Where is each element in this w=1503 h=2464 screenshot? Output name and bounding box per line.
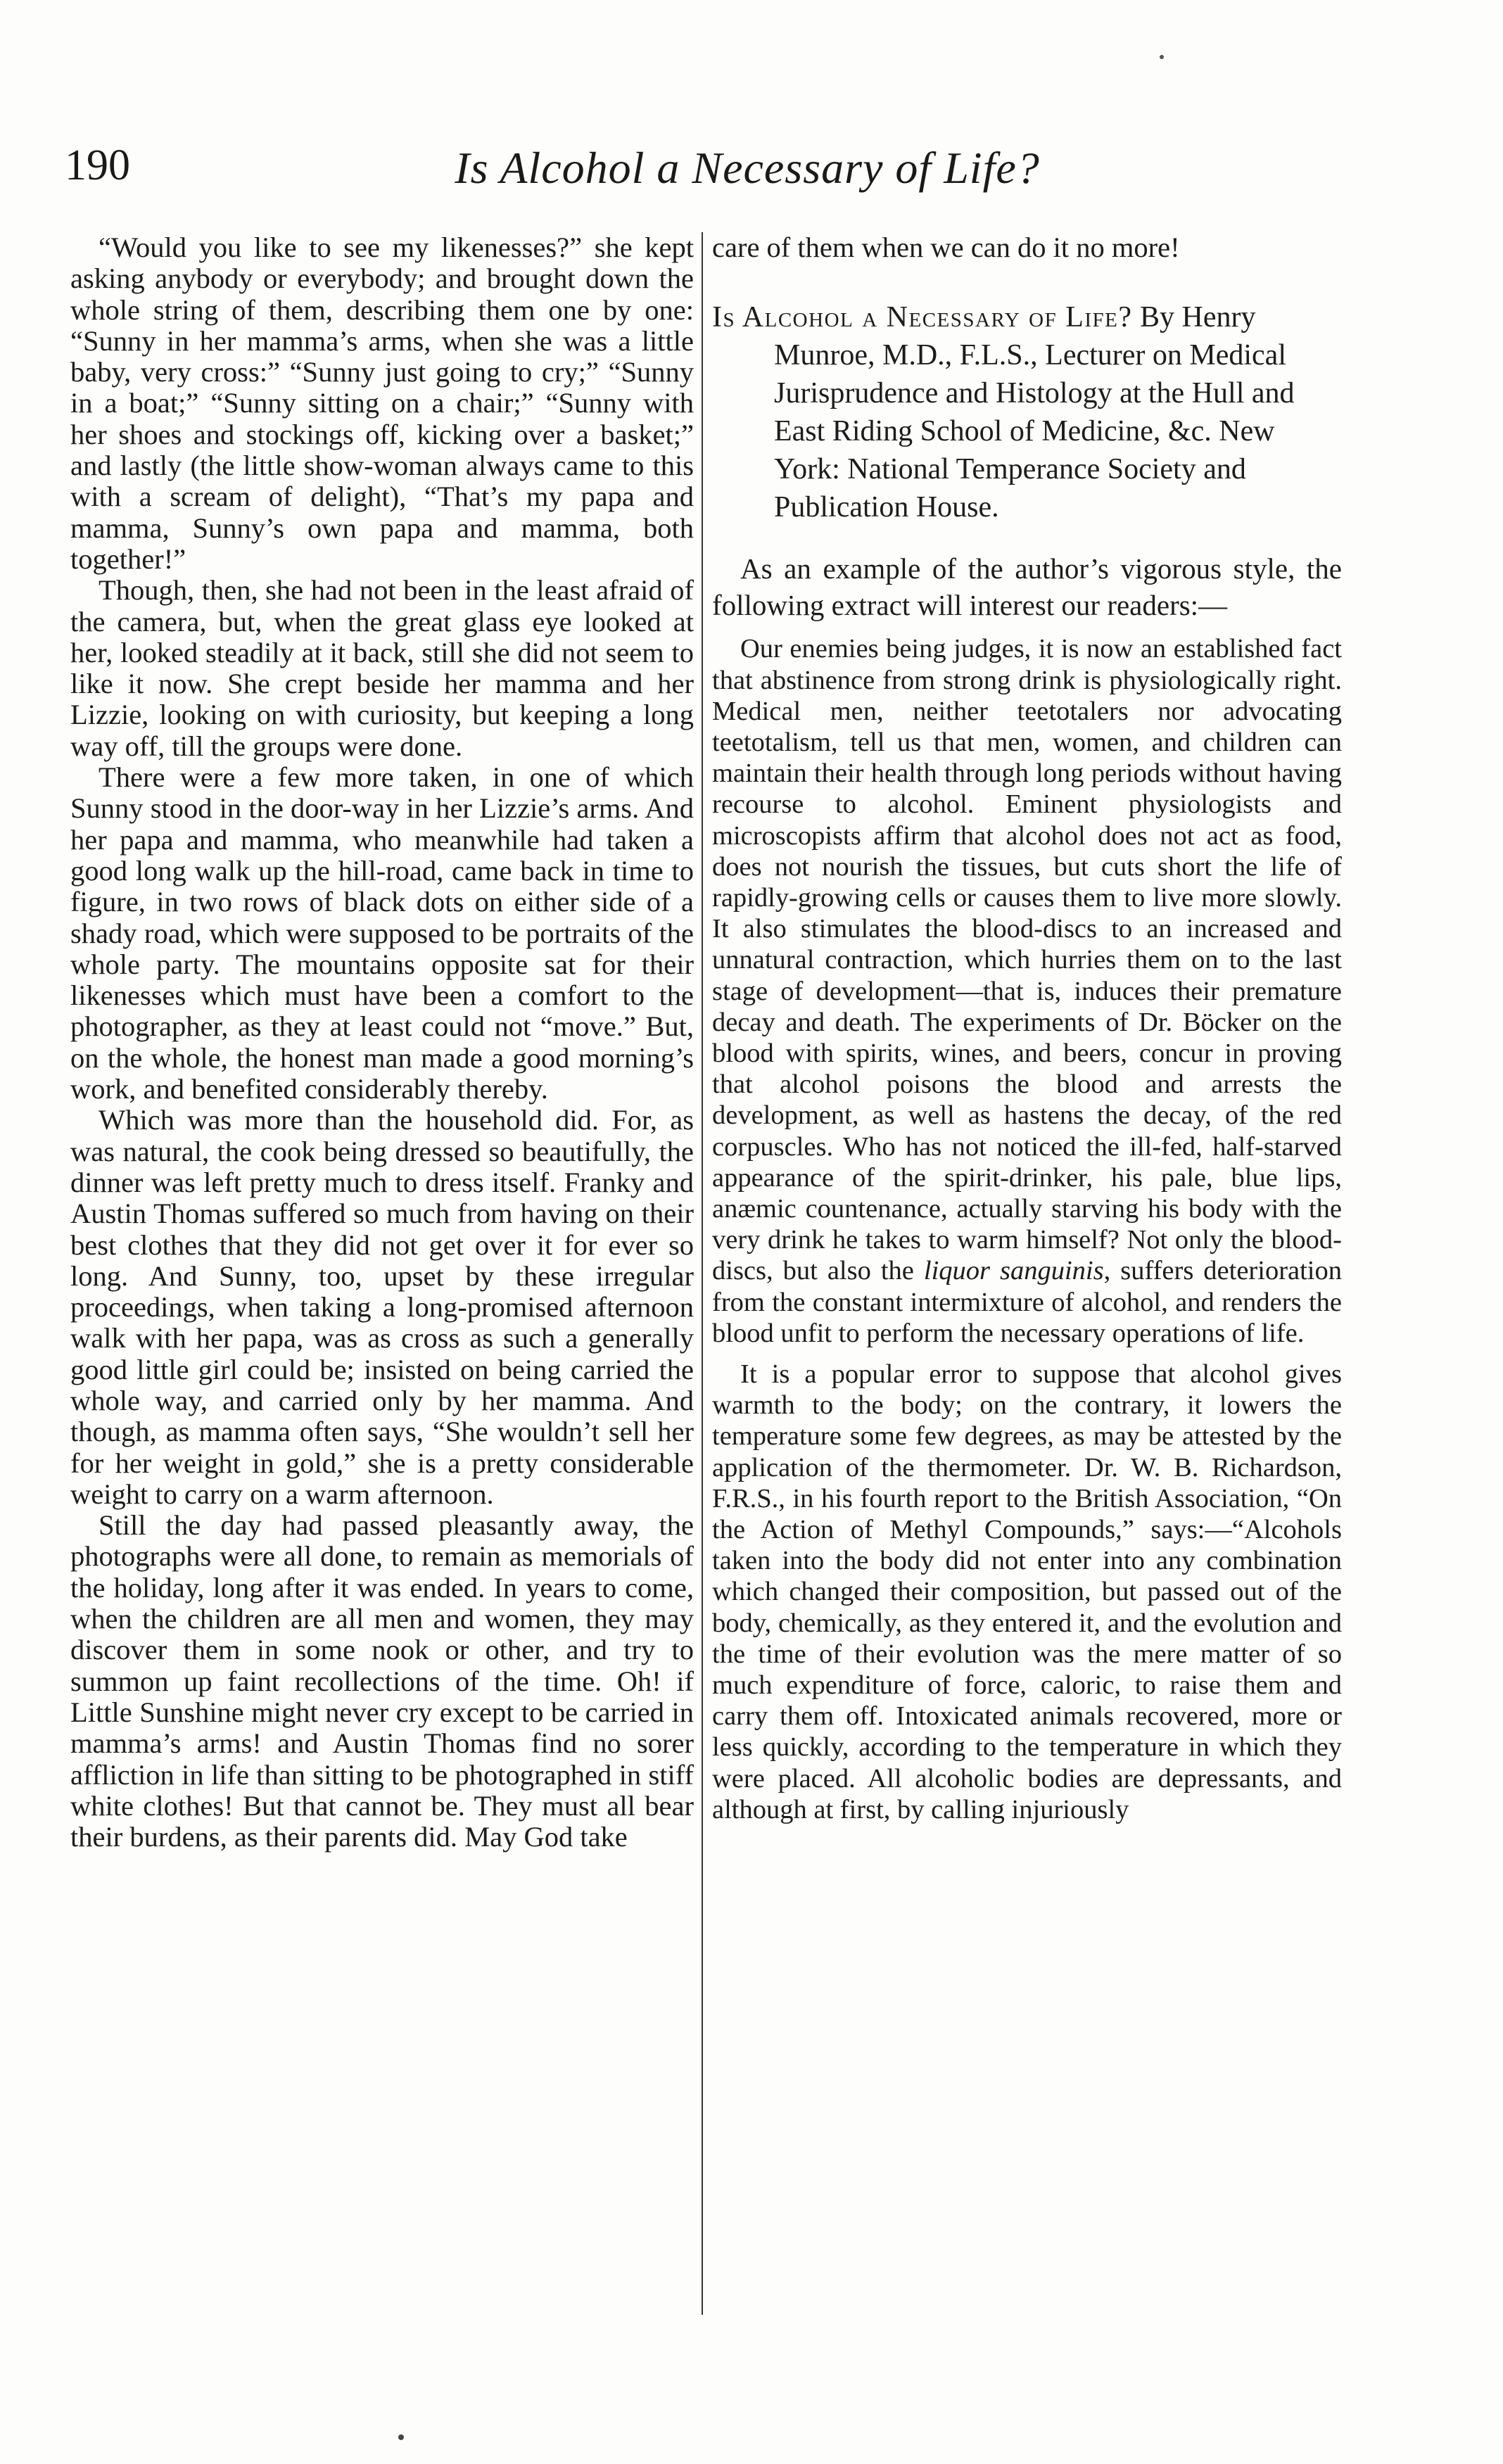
paragraph: Still the day had passed pleasantly away, the photographs were all done, to remain as memorials of the holiday, long after it was ended. In years to come, when the children are all men and women, they may discover them in some nook or other, and try to summon up faint recollections of the time. Oh! if Little Sunshine might never cry except to be carried in mamma’s arms! and Austin Thomas find no sorer affliction in life than sitting to be photographed in stiff white clothes! But that cannot be. They must all bear their burdens, as their parents did. May God take	[70, 1509, 694, 1853]
extract-text: Our enemies being judges, it is now an established fact that abstinence from strong drink is physiologically right. Medical men, neither teetotalers nor advocating teetotalism, tell us that men, women, and children can maintain their health through long periods without having recourse to alcohol. Eminent physiologists and microscopists affirm that alcohol does not act as food, does not nourish the tissues, but cuts short the life of rapidly-growing cells or causes them to live more slowly. It also stimulates the blood-discs to an increased and unnatural contraction, which hurries them on to the last stage of development—that is, induces their premature decay and death. The experiments of Dr. Böcker on the blood with spirits, wines, and beers, concur in proving that alcohol poisons the blood and arrests the development, as well as hastens the decay, of the red corpuscles. Who has not noticed the ill-fed, half-starved appearance of the spirit-drinker, his pale, blue lips, anæmic countenance, actually starving his body with the very drink he takes to warm himself? Not only the blood-discs, but also the	[712, 634, 1342, 1286]
review-heading	[712, 298, 1342, 526]
paragraph: Which was more than the household did. For, as was natural, the cook being dressed so beautifully, the dinner was left pretty much to dress itself. Franky and Austin Thomas suffered so much from having on their best clothes that they did not get over it for ever so long. And Sunny, too, upset by these irregular proceedings, when taking a long-promised afternoon walk with her papa, was as cross as such a generally good little girl could be; insisted on being carried the whole way, and carried only by her mamma. And though, as mamma often says, “She wouldn’t sell her for her weight in gold,” she is a pretty considerable weight to carry on a warm afternoon.	[70, 1104, 694, 1510]
page-header	[65, 141, 1430, 218]
extract-paragraph	[712, 633, 1342, 1349]
review-citation: By Henry Munroe, M.D., F.L.S., Lecturer on Medical Jurisprudence and Histology at the Hull and East Riding School of Medicine, &c. New York: National Temperance Society and Publication House.	[774, 301, 1295, 524]
ink-speck	[398, 2434, 404, 2440]
review-title: Is Alcohol a Necessary of Life?	[712, 301, 1133, 334]
left-column	[70, 232, 694, 2315]
paragraph: Though, then, she had not been in the least afraid of the camera, but, when the great glass eye looked at her, looked steadily at it back, still she did not seem to like it now. She crept beside her mamma and her Lizzie, looking on with curiosity, but keeping a long way off, till the groups were done.	[70, 574, 694, 762]
column-rule	[702, 232, 703, 2315]
running-title: Is Alcohol a Necessary of Life?	[455, 143, 1040, 193]
latin-term: liquor sanguinis	[923, 1256, 1104, 1286]
extract-paragraph: It is a popular error to suppose that alcohol gives warmth to the body; on the contrary, it lowers the temperature some few degrees, as may be attested by the application of the thermometer. Dr. W. B. Richardson, F.R.S., in his fourth report to the British Association, “On the Action of Methyl Compounds,” says:—“Alcohols taken into the body did not enter into any combination which changed their composition, but passed out of the body, chemically, as they entered it, and the evolution and the time of their evolution was the mere matter of so much expenditure of force, caloric, to raise them and carry them off. Intoxicated animals recovered, more or less quickly, according to the temperature in which they were placed. All alcoholic bodies are depressants, and although at first, by calling injuriously	[712, 1359, 1342, 1824]
paragraph: There were a few more taken, in one of which Sunny stood in the door-way in her Lizzie’s arms. And her papa and mamma, who meanwhile had taken a good long walk up the hill-road, came back in time to figure, in two rows of black dots on either side of a shady road, which were supposed to be portraits of the whole party. The mountains opposite sat for their likenesses which must have been a comfort to the photographer, as they at least could not “move.” But, on the whole, the honest man made a good morning’s work, and benefited considerably thereby.	[70, 761, 694, 1105]
paragraph: “Would you like to see my likenesses?” she kept asking anybody or everybody; and brought down the whole string of them, describing them one by one: “Sunny in her mamma’s arms, when she was a little baby, very cross:” “Sunny just going to cry;” “Sunny in a boat;” “Sunny sitting on a chair;” “Sunny with her shoes and stockings off, kicking over a basket;” and lastly (the little show-woman always came to this with a scream of delight), “That’s my papa and mamma, Sunny’s own papa and mamma, both together!”	[70, 231, 694, 575]
page-number: 190	[65, 141, 130, 189]
extract-text: , suffers deterioration from the constant intermixture of alcohol, and renders the blood unfit to perform the necessary operations of life.	[712, 1256, 1342, 1348]
right-column	[712, 232, 1342, 2315]
continuation-text: care of them when we can do it no more!	[712, 231, 1180, 263]
ink-speck	[1160, 55, 1164, 59]
review-intro: As an example of the author’s vigorous style, the following extract will interest our readers:—	[712, 552, 1342, 622]
